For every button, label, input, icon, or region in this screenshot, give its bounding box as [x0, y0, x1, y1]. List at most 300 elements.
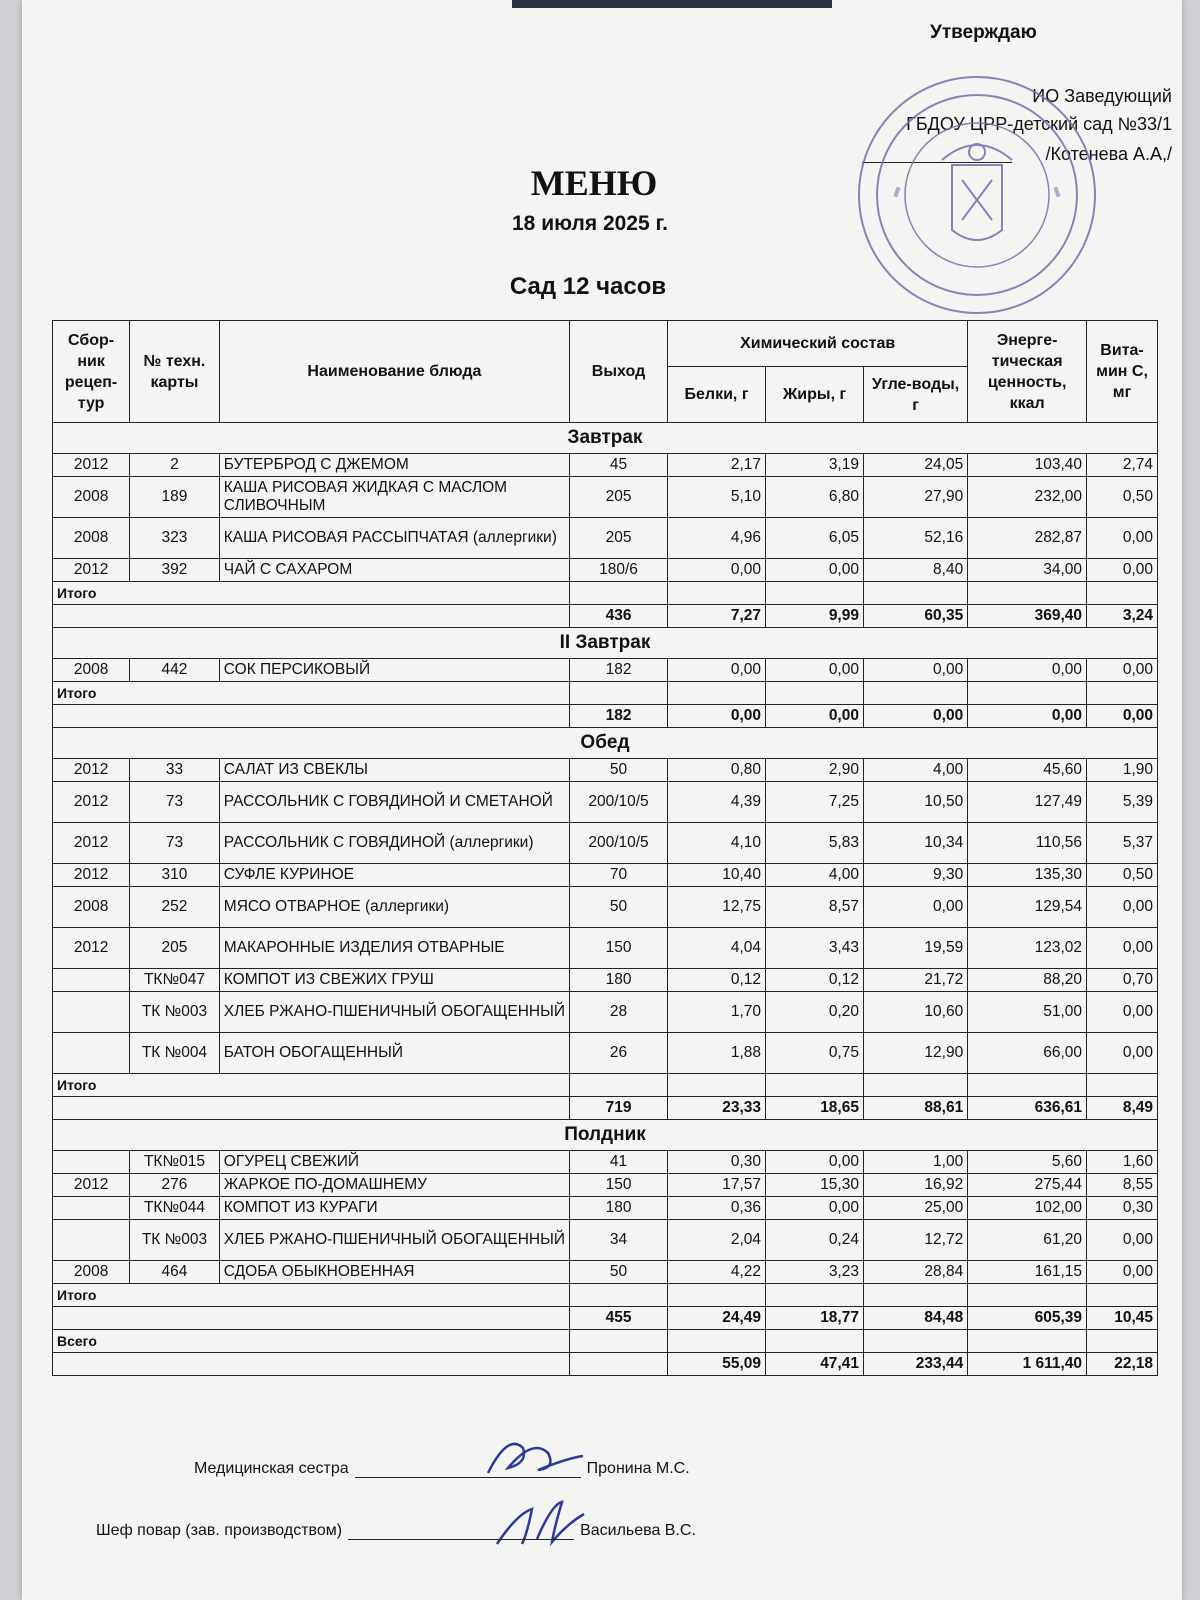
header-energy: Энерге-тическая ценность, ккал	[968, 321, 1087, 423]
cell-e: 103,40	[968, 454, 1087, 477]
menu-subtitle: Сад 12 часов	[509, 273, 667, 300]
cell-tech-card: 392	[130, 559, 220, 582]
nurse-name: Пронина М.С.	[586, 1460, 690, 1477]
total-spacer	[1087, 1074, 1158, 1097]
total-yield: 182	[570, 705, 668, 728]
approval-heading: Утверждаю	[930, 22, 1037, 43]
cell-c: 0,00	[863, 659, 967, 682]
total-spacer	[668, 582, 766, 605]
cell-v: 0,30	[1087, 1197, 1158, 1220]
cell-tech-card: 464	[130, 1261, 220, 1284]
approval-position: ИО Заведующий	[1032, 86, 1172, 106]
cell-c: 9,30	[863, 864, 967, 887]
cell-collection: 2012	[53, 928, 130, 969]
cell-collection: 2008	[53, 1261, 130, 1284]
cell-e: 127,49	[968, 782, 1087, 823]
cell-p: 4,04	[668, 928, 766, 969]
cell-p: 4,39	[668, 782, 766, 823]
cell-yield: 150	[570, 1174, 668, 1197]
grand-total-c: 233,44	[863, 1353, 967, 1376]
grand-total-spacer	[1087, 1330, 1158, 1353]
cell-dish: ХЛЕБ РЖАНО-ПШЕНИЧНЫЙ ОБОГАЩЕННЫЙ	[219, 992, 569, 1033]
chef-signature-row	[96, 1522, 696, 1540]
cell-e: 88,20	[968, 969, 1087, 992]
cell-yield: 200/10/5	[570, 823, 668, 864]
cell-e: 135,30	[968, 864, 1087, 887]
cell-dish: РАССОЛЬНИК С ГОВЯДИНОЙ И СМЕТАНОЙ	[219, 782, 569, 823]
header-collection: Сбор-ник рецеп-тур	[53, 321, 130, 423]
cell-yield: 34	[570, 1220, 668, 1261]
cell-dish: СОК ПЕРСИКОВЫЙ	[219, 659, 569, 682]
grand-total-spacer	[766, 1330, 864, 1353]
total-f: 18,77	[766, 1307, 864, 1330]
cell-c: 12,90	[863, 1033, 967, 1074]
total-spacer	[766, 1074, 864, 1097]
table-row	[53, 782, 1158, 823]
chef-role: Шеф повар (зав. производством)	[96, 1522, 343, 1539]
table-row	[53, 1151, 1158, 1174]
total-v: 3,24	[1087, 605, 1158, 628]
cell-tech-card: ТК №003	[130, 992, 220, 1033]
cell-f: 0,24	[766, 1220, 864, 1261]
grand-total-blank	[53, 1353, 570, 1376]
total-yield: 436	[570, 605, 668, 628]
cell-e: 275,44	[968, 1174, 1087, 1197]
cell-c: 27,90	[863, 477, 967, 518]
total-values-row	[53, 705, 1158, 728]
total-f: 0,00	[766, 705, 864, 728]
total-values-row	[53, 1097, 1158, 1120]
total-e: 369,40	[968, 605, 1087, 628]
page-title: МЕНЮ	[530, 163, 658, 203]
cell-yield: 205	[570, 477, 668, 518]
cell-f: 6,80	[766, 477, 864, 518]
total-v: 10,45	[1087, 1307, 1158, 1330]
cell-f: 3,43	[766, 928, 864, 969]
total-spacer	[668, 1074, 766, 1097]
nurse-signature-row	[194, 1460, 690, 1478]
total-values-row	[53, 1307, 1158, 1330]
cell-c: 19,59	[863, 928, 967, 969]
cell-dish: ОГУРЕЦ СВЕЖИЙ	[219, 1151, 569, 1174]
table-row	[53, 1174, 1158, 1197]
cell-f: 6,05	[766, 518, 864, 559]
cell-yield: 180	[570, 969, 668, 992]
cell-v: 1,90	[1087, 759, 1158, 782]
total-label: Итого	[53, 582, 570, 605]
header-tech-card: № техн. карты	[130, 321, 220, 423]
total-yield: 455	[570, 1307, 668, 1330]
cell-yield: 182	[570, 659, 668, 682]
cell-p: 10,40	[668, 864, 766, 887]
cell-p: 1,70	[668, 992, 766, 1033]
cell-tech-card: 276	[130, 1174, 220, 1197]
total-v: 8,49	[1087, 1097, 1158, 1120]
cell-dish: КАША РИСОВАЯ ЖИДКАЯ С МАСЛОМ СЛИВОЧНЫМ	[219, 477, 569, 518]
total-spacer	[766, 682, 864, 705]
total-spacer	[1087, 682, 1158, 705]
cell-c: 1,00	[863, 1151, 967, 1174]
cell-v: 0,00	[1087, 659, 1158, 682]
cell-collection	[53, 969, 130, 992]
total-spacer	[570, 682, 668, 705]
cell-e: 232,00	[968, 477, 1087, 518]
cell-collection: 2012	[53, 864, 130, 887]
cell-f: 0,00	[766, 659, 864, 682]
cell-p: 0,00	[668, 659, 766, 682]
total-label: Итого	[53, 1284, 570, 1307]
header-chem: Химический состав	[668, 321, 968, 367]
cell-f: 0,75	[766, 1033, 864, 1074]
grand-total-spacer	[570, 1330, 668, 1353]
chef-sign-line	[348, 1523, 574, 1540]
cell-c: 4,00	[863, 759, 967, 782]
cell-e: 66,00	[968, 1033, 1087, 1074]
table-row	[53, 928, 1158, 969]
table-row	[53, 559, 1158, 582]
cell-f: 0,00	[766, 559, 864, 582]
cell-p: 17,57	[668, 1174, 766, 1197]
total-label: Итого	[53, 682, 570, 705]
cell-yield: 150	[570, 928, 668, 969]
cell-f: 0,00	[766, 1151, 864, 1174]
cell-p: 0,30	[668, 1151, 766, 1174]
cell-tech-card: 33	[130, 759, 220, 782]
cell-yield: 26	[570, 1033, 668, 1074]
table-row	[53, 659, 1158, 682]
header-carbs: Угле-воды, г	[863, 367, 967, 423]
grand-total-p: 55,09	[668, 1353, 766, 1376]
cell-f: 0,12	[766, 969, 864, 992]
cell-dish: МАКАРОННЫЕ ИЗДЕЛИЯ ОТВАРНЫЕ	[219, 928, 569, 969]
cell-f: 5,83	[766, 823, 864, 864]
cell-yield: 50	[570, 887, 668, 928]
total-c: 0,00	[863, 705, 967, 728]
total-spacer	[968, 1074, 1087, 1097]
total-p: 23,33	[668, 1097, 766, 1120]
approval-signer: /Котенева А.А,/	[1045, 144, 1172, 164]
cell-v: 0,00	[1087, 1261, 1158, 1284]
total-e: 0,00	[968, 705, 1087, 728]
cell-tech-card: 205	[130, 928, 220, 969]
section-row	[53, 628, 1158, 659]
header-vitamin: Вита-мин С, мг	[1087, 321, 1158, 423]
cell-dish: БАТОН ОБОГАЩЕННЫЙ	[219, 1033, 569, 1074]
grand-total-values-row	[53, 1353, 1158, 1376]
cell-c: 12,72	[863, 1220, 967, 1261]
cell-collection: 2012	[53, 759, 130, 782]
cell-dish: КОМПОТ ИЗ КУРАГИ	[219, 1197, 569, 1220]
table-row	[53, 823, 1158, 864]
section-row	[53, 423, 1158, 454]
section-title: Завтрак	[53, 423, 1158, 454]
cell-v: 0,00	[1087, 518, 1158, 559]
table-row	[53, 992, 1158, 1033]
total-spacer	[766, 582, 864, 605]
table-row	[53, 518, 1158, 559]
cell-dish: СДОБА ОБЫКНОВЕННАЯ	[219, 1261, 569, 1284]
cell-tech-card: 73	[130, 823, 220, 864]
cell-f: 4,00	[766, 864, 864, 887]
grand-total-yield	[570, 1353, 668, 1376]
cell-collection: 2012	[53, 823, 130, 864]
cell-v: 0,50	[1087, 477, 1158, 518]
cell-c: 25,00	[863, 1197, 967, 1220]
cell-yield: 180/6	[570, 559, 668, 582]
total-values-row	[53, 605, 1158, 628]
cell-dish: САЛАТ ИЗ СВЕКЛЫ	[219, 759, 569, 782]
cell-p: 0,36	[668, 1197, 766, 1220]
cell-e: 0,00	[968, 659, 1087, 682]
cell-p: 2,17	[668, 454, 766, 477]
cell-v: 8,55	[1087, 1174, 1158, 1197]
total-blank	[53, 1097, 570, 1120]
cell-v: 0,00	[1087, 559, 1158, 582]
cell-c: 52,16	[863, 518, 967, 559]
total-c: 88,61	[863, 1097, 967, 1120]
total-yield: 719	[570, 1097, 668, 1120]
cell-collection: 2008	[53, 659, 130, 682]
cell-v: 0,00	[1087, 1220, 1158, 1261]
total-spacer	[570, 1284, 668, 1307]
total-spacer	[968, 582, 1087, 605]
section-title: Обед	[53, 728, 1158, 759]
cell-tech-card: ТК№015	[130, 1151, 220, 1174]
total-spacer	[668, 1284, 766, 1307]
cell-p: 1,88	[668, 1033, 766, 1074]
section-row	[53, 1120, 1158, 1151]
total-label-row	[53, 1074, 1158, 1097]
total-spacer	[570, 582, 668, 605]
cell-v: 1,60	[1087, 1151, 1158, 1174]
cell-collection: 2008	[53, 477, 130, 518]
cell-dish: ХЛЕБ РЖАНО-ПШЕНИЧНЫЙ ОБОГАЩЕННЫЙ	[219, 1220, 569, 1261]
total-p: 24,49	[668, 1307, 766, 1330]
total-c: 84,48	[863, 1307, 967, 1330]
table-row	[53, 454, 1158, 477]
cell-collection	[53, 1151, 130, 1174]
table-row	[53, 1197, 1158, 1220]
cell-c: 10,34	[863, 823, 967, 864]
cell-dish: МЯСО ОТВАРНОЕ (аллергики)	[219, 887, 569, 928]
cell-e: 129,54	[968, 887, 1087, 928]
cell-dish: ЧАЙ С САХАРОМ	[219, 559, 569, 582]
section-title: Полдник	[53, 1120, 1158, 1151]
cell-f: 3,19	[766, 454, 864, 477]
menu-date: 18 июля 2025 г.	[512, 212, 668, 235]
cell-p: 0,12	[668, 969, 766, 992]
total-label-row	[53, 682, 1158, 705]
total-label: Итого	[53, 1074, 570, 1097]
cell-c: 10,60	[863, 992, 967, 1033]
cell-v: 0,50	[1087, 864, 1158, 887]
grand-total-spacer	[863, 1330, 967, 1353]
total-e: 605,39	[968, 1307, 1087, 1330]
total-spacer	[863, 1284, 967, 1307]
cell-collection	[53, 1033, 130, 1074]
cell-yield: 50	[570, 1261, 668, 1284]
cell-yield: 28	[570, 992, 668, 1033]
cell-p: 2,04	[668, 1220, 766, 1261]
header-dish: Наименование блюда	[219, 321, 569, 423]
cell-collection: 2012	[53, 782, 130, 823]
total-p: 7,27	[668, 605, 766, 628]
cell-c: 28,84	[863, 1261, 967, 1284]
cell-dish: ЖАРКОЕ ПО-ДОМАШНЕМУ	[219, 1174, 569, 1197]
cell-v: 0,70	[1087, 969, 1158, 992]
cell-collection: 2008	[53, 518, 130, 559]
chef-name: Васильева В.С.	[580, 1522, 696, 1539]
cell-p: 12,75	[668, 887, 766, 928]
total-blank	[53, 1307, 570, 1330]
cell-f: 8,57	[766, 887, 864, 928]
cell-f: 7,25	[766, 782, 864, 823]
cell-e: 45,60	[968, 759, 1087, 782]
cell-v: 0,00	[1087, 887, 1158, 928]
cell-e: 61,20	[968, 1220, 1087, 1261]
table-row	[53, 1261, 1158, 1284]
total-spacer	[766, 1284, 864, 1307]
table-row	[53, 887, 1158, 928]
section-row	[53, 728, 1158, 759]
cell-c: 10,50	[863, 782, 967, 823]
cell-yield: 41	[570, 1151, 668, 1174]
table-row	[53, 1033, 1158, 1074]
table-row	[53, 759, 1158, 782]
cell-collection	[53, 1197, 130, 1220]
total-f: 18,65	[766, 1097, 864, 1120]
total-p: 0,00	[668, 705, 766, 728]
cell-v: 5,37	[1087, 823, 1158, 864]
cell-yield: 200/10/5	[570, 782, 668, 823]
grand-total-spacer	[968, 1330, 1087, 1353]
cell-tech-card: 323	[130, 518, 220, 559]
total-spacer	[968, 1284, 1087, 1307]
cell-v: 0,00	[1087, 928, 1158, 969]
header-yield: Выход	[570, 321, 668, 423]
cell-collection: 2008	[53, 887, 130, 928]
cell-f: 2,90	[766, 759, 864, 782]
cell-yield: 45	[570, 454, 668, 477]
total-c: 60,35	[863, 605, 967, 628]
cell-collection	[53, 992, 130, 1033]
total-spacer	[570, 1074, 668, 1097]
cell-tech-card: ТК№047	[130, 969, 220, 992]
board-clip	[512, 0, 832, 8]
cell-c: 0,00	[863, 887, 967, 928]
cell-e: 34,00	[968, 559, 1087, 582]
total-blank	[53, 705, 570, 728]
total-spacer	[863, 682, 967, 705]
cell-collection: 2012	[53, 559, 130, 582]
cell-collection	[53, 1220, 130, 1261]
cell-f: 0,20	[766, 992, 864, 1033]
cell-tech-card: ТК №004	[130, 1033, 220, 1074]
total-e: 636,61	[968, 1097, 1087, 1120]
cell-c: 16,92	[863, 1174, 967, 1197]
cell-p: 0,80	[668, 759, 766, 782]
cell-e: 5,60	[968, 1151, 1087, 1174]
total-spacer	[668, 682, 766, 705]
total-label-row	[53, 582, 1158, 605]
table-row	[53, 969, 1158, 992]
cell-collection: 2012	[53, 1174, 130, 1197]
cell-p: 0,00	[668, 559, 766, 582]
cell-p: 4,96	[668, 518, 766, 559]
section-title: II Завтрак	[53, 628, 1158, 659]
grand-total-label: Всего	[53, 1330, 570, 1353]
cell-dish: СУФЛЕ КУРИНОЕ	[219, 864, 569, 887]
total-label-row	[53, 1284, 1158, 1307]
nurse-signature-icon	[478, 1428, 588, 1488]
cell-c: 21,72	[863, 969, 967, 992]
cell-c: 24,05	[863, 454, 967, 477]
cell-yield: 70	[570, 864, 668, 887]
grand-total-v: 22,18	[1087, 1353, 1158, 1376]
cell-e: 51,00	[968, 992, 1087, 1033]
cell-tech-card: ТК №003	[130, 1220, 220, 1261]
header-protein: Белки, г	[668, 367, 766, 423]
nurse-sign-line	[355, 1461, 581, 1478]
cell-tech-card: 442	[130, 659, 220, 682]
cell-tech-card: 310	[130, 864, 220, 887]
table-row	[53, 864, 1158, 887]
total-spacer	[863, 1074, 967, 1097]
cell-p: 4,22	[668, 1261, 766, 1284]
cell-e: 123,02	[968, 928, 1087, 969]
cell-e: 161,15	[968, 1261, 1087, 1284]
nurse-role: Медицинская сестра	[194, 1460, 349, 1477]
cell-tech-card: 73	[130, 782, 220, 823]
total-spacer	[1087, 1284, 1158, 1307]
grand-total-f: 47,41	[766, 1353, 864, 1376]
cell-tech-card: 189	[130, 477, 220, 518]
cell-f: 0,00	[766, 1197, 864, 1220]
cell-dish: БУТЕРБРОД С ДЖЕМОМ	[219, 454, 569, 477]
total-blank	[53, 605, 570, 628]
cell-dish: КАША РИСОВАЯ РАССЫПЧАТАЯ (аллергики)	[219, 518, 569, 559]
table-row	[53, 477, 1158, 518]
cell-collection: 2012	[53, 454, 130, 477]
header-fat: Жиры, г	[766, 367, 864, 423]
total-spacer	[968, 682, 1087, 705]
cell-f: 3,23	[766, 1261, 864, 1284]
grand-total-spacer	[668, 1330, 766, 1353]
cell-yield: 50	[570, 759, 668, 782]
cell-v: 0,00	[1087, 1033, 1158, 1074]
cell-f: 15,30	[766, 1174, 864, 1197]
grand-total-e: 1 611,40	[968, 1353, 1087, 1376]
cell-v: 5,39	[1087, 782, 1158, 823]
cell-dish: КОМПОТ ИЗ СВЕЖИХ ГРУШ	[219, 969, 569, 992]
cell-c: 8,40	[863, 559, 967, 582]
cell-p: 4,10	[668, 823, 766, 864]
grand-total-label-row	[53, 1330, 1158, 1353]
cell-v: 2,74	[1087, 454, 1158, 477]
cell-e: 110,56	[968, 823, 1087, 864]
cell-e: 102,00	[968, 1197, 1087, 1220]
total-spacer	[863, 582, 967, 605]
cell-tech-card: ТК№044	[130, 1197, 220, 1220]
cell-e: 282,87	[968, 518, 1087, 559]
cell-tech-card: 252	[130, 887, 220, 928]
cell-p: 5,10	[668, 477, 766, 518]
total-f: 9,99	[766, 605, 864, 628]
cell-v: 0,00	[1087, 992, 1158, 1033]
menu-table	[52, 320, 1158, 1376]
approval-organization: ГБДОУ ЦРР-детский сад №33/1	[906, 114, 1172, 134]
total-v: 0,00	[1087, 705, 1158, 728]
